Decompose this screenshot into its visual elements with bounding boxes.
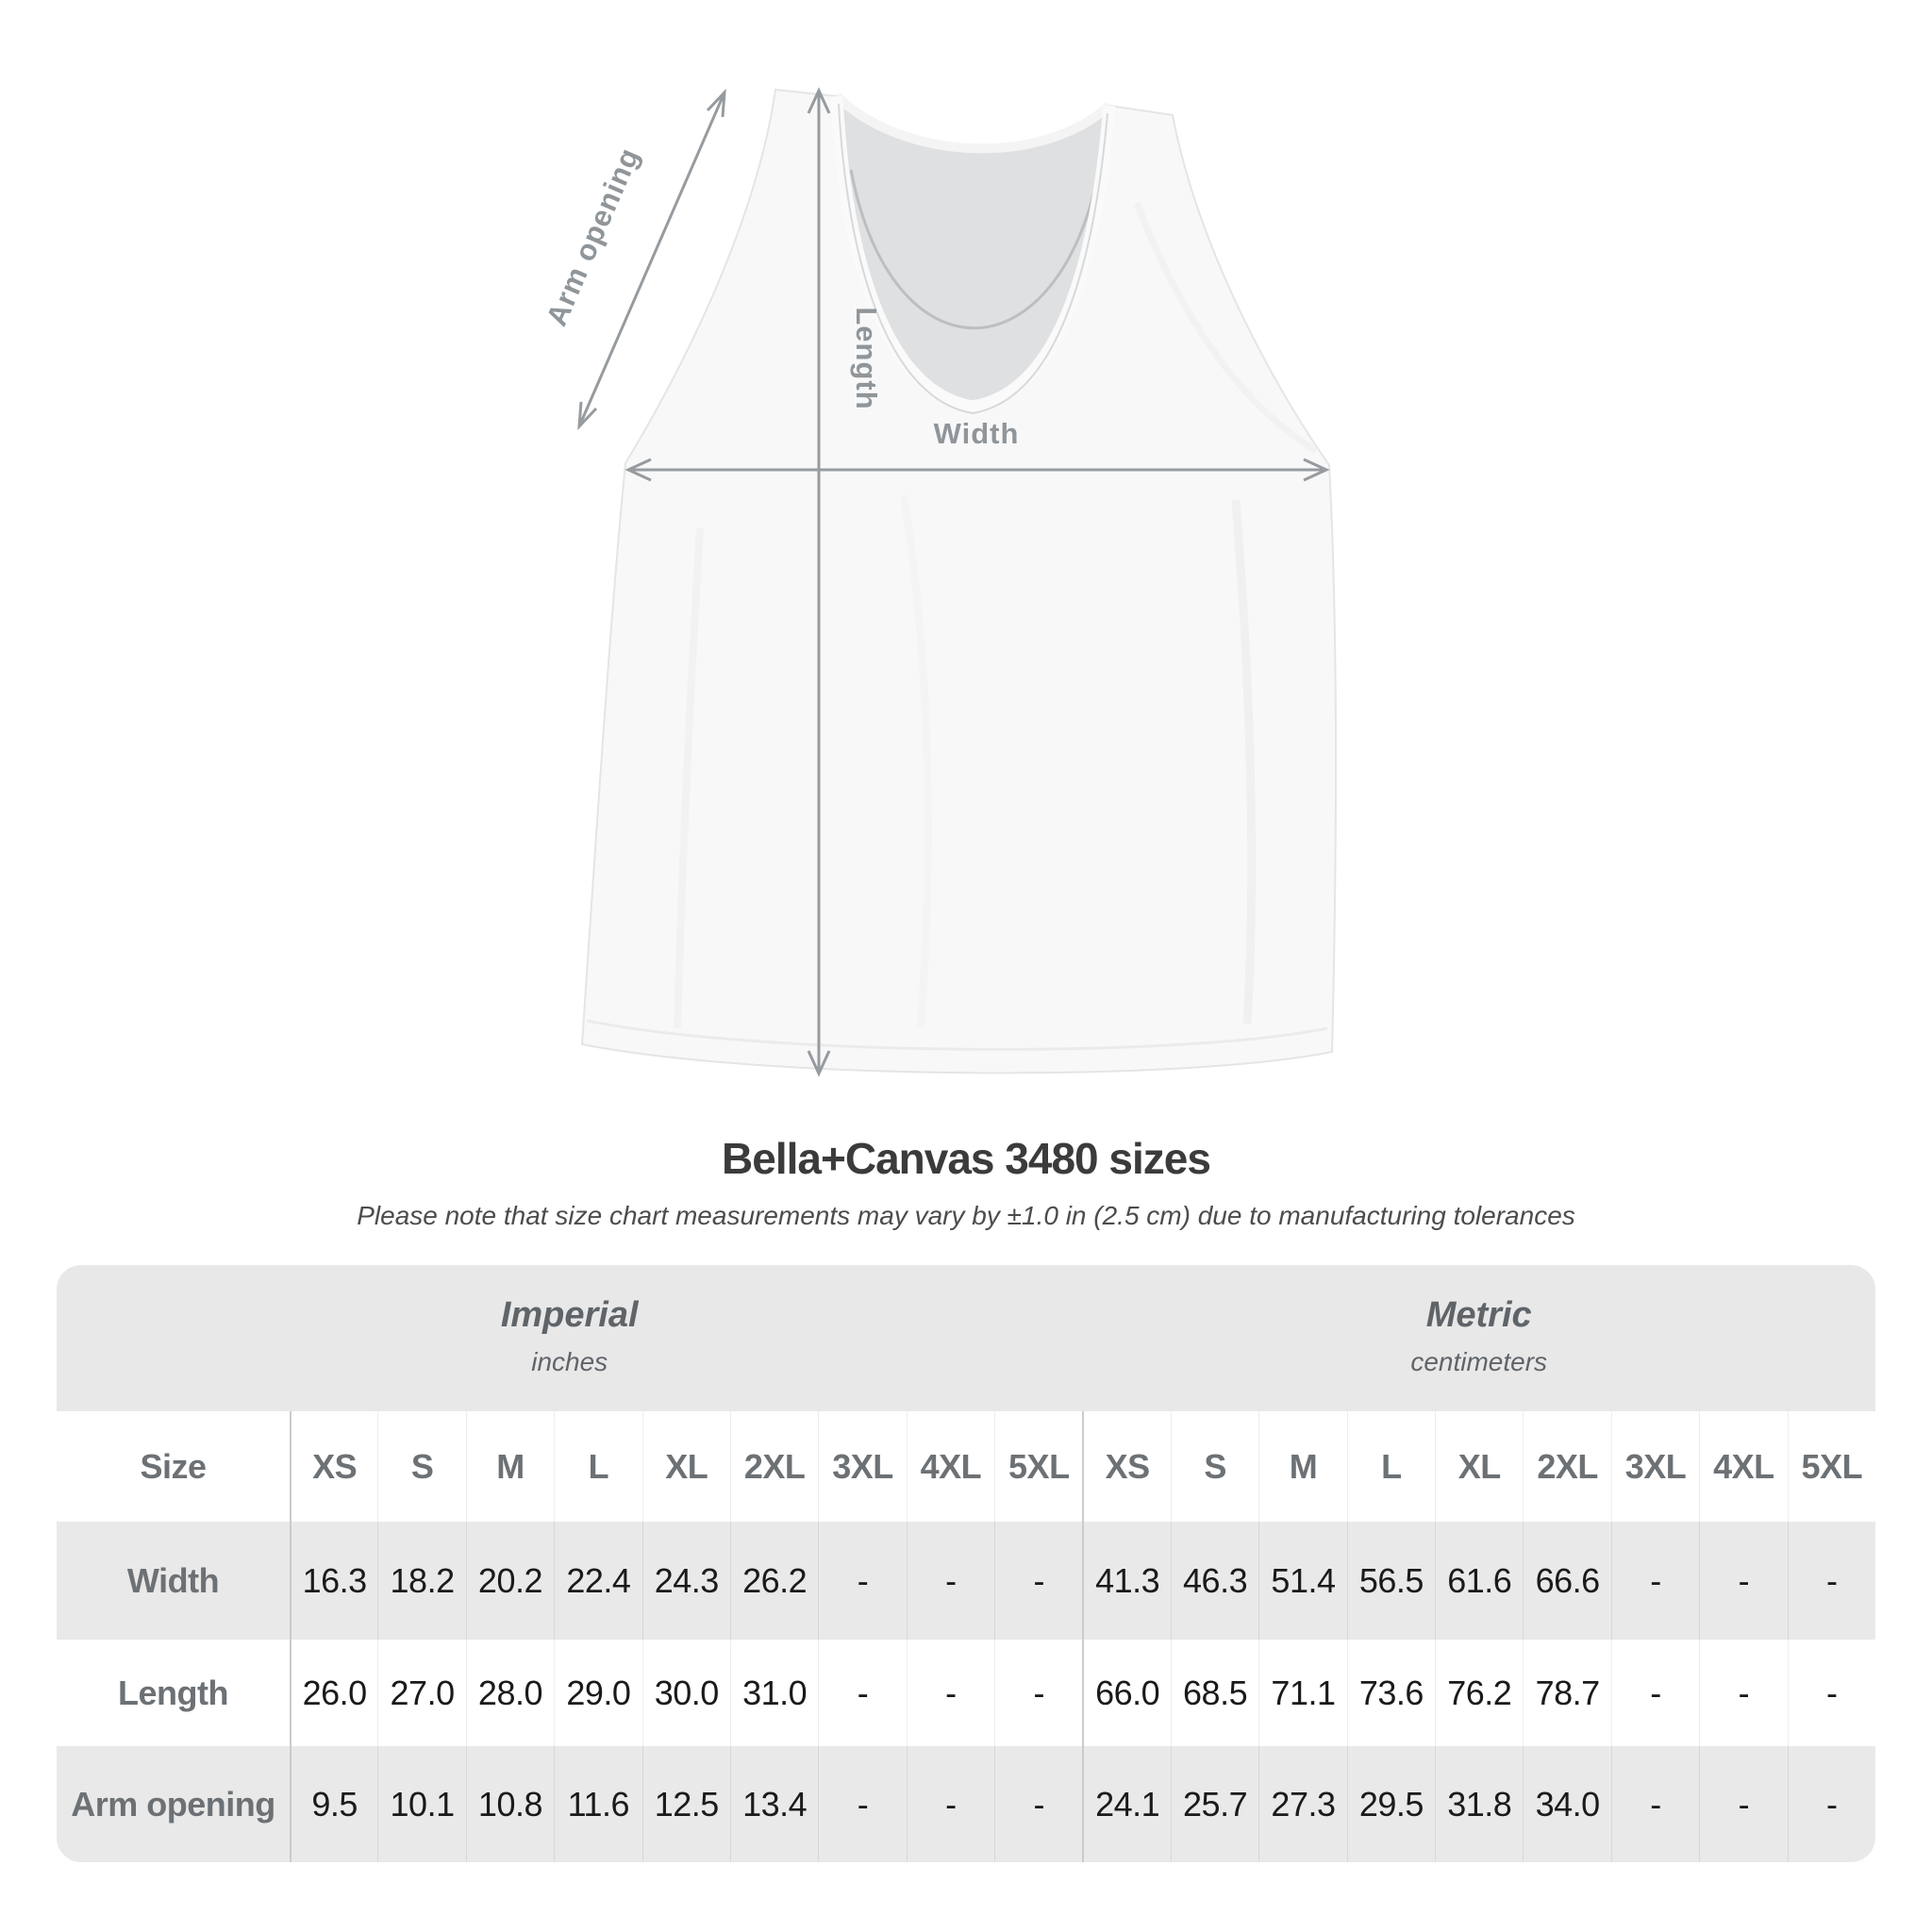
column-header-imperial-5xl: 5XL (994, 1411, 1082, 1522)
table-cell-imperial: - (994, 1640, 1082, 1746)
table-cell-metric: - (1788, 1522, 1875, 1640)
table-cell-metric: 71.1 (1258, 1640, 1346, 1746)
unit-group-name: Metric (1425, 1295, 1532, 1335)
table-cell-metric: 29.5 (1347, 1746, 1435, 1862)
table-cell-imperial: 10.8 (466, 1746, 554, 1862)
column-header-metric-3xl: 3XL (1611, 1411, 1699, 1522)
table-cell-imperial: 26.0 (290, 1640, 377, 1746)
table-cell-metric: 51.4 (1258, 1522, 1346, 1640)
column-header-metric-xl: XL (1435, 1411, 1523, 1522)
table-cell-imperial: 11.6 (554, 1746, 641, 1862)
row-label: Length (57, 1640, 290, 1746)
table-cell-imperial: 30.0 (642, 1640, 730, 1746)
table-cell-metric: - (1699, 1746, 1787, 1862)
size-table (57, 1265, 1875, 1862)
table-cell-imperial: 20.2 (466, 1522, 554, 1640)
table-cell-metric: 61.6 (1435, 1522, 1523, 1640)
column-header-imperial-s: S (377, 1411, 465, 1522)
table-cell-metric: - (1611, 1640, 1699, 1746)
tolerance-note: Please note that size chart measurements may vary by ±1.0 in (2.5 cm) due to manufacturing tolerances (357, 1201, 1575, 1230)
table-cell-imperial: - (818, 1640, 906, 1746)
table-cell-metric: 73.6 (1347, 1640, 1435, 1746)
table-cell-metric: 66.0 (1082, 1640, 1170, 1746)
table-cell-metric: 27.3 (1258, 1746, 1346, 1862)
table-cell-metric: - (1611, 1522, 1699, 1640)
unit-group-metric (1082, 1265, 1875, 1411)
column-header-metric-2xl: 2XL (1523, 1411, 1610, 1522)
table-cell-imperial: 26.2 (730, 1522, 818, 1640)
column-header-size: Size (57, 1411, 290, 1522)
column-header-imperial-4xl: 4XL (907, 1411, 994, 1522)
table-cell-imperial: - (907, 1746, 994, 1862)
column-header-imperial-3xl: 3XL (818, 1411, 906, 1522)
column-header-imperial-l: L (554, 1411, 641, 1522)
table-cell-imperial: 16.3 (290, 1522, 377, 1640)
table-cell-imperial: - (907, 1640, 994, 1746)
table-cell-imperial: 28.0 (466, 1640, 554, 1746)
units-band (57, 1265, 1875, 1411)
arm-opening-label: Arm opening (540, 142, 646, 331)
column-header-metric-5xl: 5XL (1788, 1411, 1875, 1522)
column-header-metric-xs: XS (1082, 1411, 1170, 1522)
table-cell-imperial: 13.4 (730, 1746, 818, 1862)
size-grid (57, 1411, 1875, 1862)
column-header-imperial-2xl: 2XL (730, 1411, 818, 1522)
column-header-metric-m: M (1258, 1411, 1346, 1522)
table-cell-metric: - (1788, 1746, 1875, 1862)
table-cell-metric: 46.3 (1171, 1522, 1258, 1640)
unit-group-imperial (57, 1265, 1082, 1411)
column-header-imperial-xl: XL (642, 1411, 730, 1522)
table-cell-metric: 56.5 (1347, 1522, 1435, 1640)
table-cell-metric: 78.7 (1523, 1640, 1610, 1746)
page-title: Bella+Canvas 3480 sizes (722, 1134, 1210, 1183)
table-cell-imperial: - (907, 1522, 994, 1640)
width-label: Width (933, 417, 1020, 450)
table-cell-metric: - (1699, 1640, 1787, 1746)
table-cell-imperial: 29.0 (554, 1640, 641, 1746)
table-cell-imperial: - (818, 1522, 906, 1640)
table-cell-imperial: 9.5 (290, 1746, 377, 1862)
table-cell-metric: 66.6 (1523, 1522, 1610, 1640)
table-cell-imperial: 24.3 (642, 1522, 730, 1640)
unit-group-unit: inches (531, 1347, 608, 1376)
column-header-imperial-xs: XS (290, 1411, 377, 1522)
column-header-metric-l: L (1347, 1411, 1435, 1522)
table-cell-metric: - (1699, 1522, 1787, 1640)
table-cell-imperial: 10.1 (377, 1746, 465, 1862)
table-cell-imperial: - (994, 1522, 1082, 1640)
length-label: Length (850, 307, 883, 410)
unit-group-unit: centimeters (1410, 1347, 1548, 1376)
table-cell-imperial: 31.0 (730, 1640, 818, 1746)
table-cell-imperial: - (994, 1746, 1082, 1862)
column-header-imperial-m: M (466, 1411, 554, 1522)
table-cell-metric: 31.8 (1435, 1746, 1523, 1862)
unit-group-name: Imperial (500, 1295, 639, 1335)
table-cell-metric: 68.5 (1171, 1640, 1258, 1746)
table-cell-metric: 76.2 (1435, 1640, 1523, 1746)
table-cell-metric: - (1788, 1640, 1875, 1746)
table-cell-metric: - (1611, 1746, 1699, 1862)
table-cell-metric: 25.7 (1171, 1746, 1258, 1862)
table-cell-imperial: 18.2 (377, 1522, 465, 1640)
column-header-metric-4xl: 4XL (1699, 1411, 1787, 1522)
row-label: Width (57, 1522, 290, 1640)
table-cell-imperial: - (818, 1746, 906, 1862)
table-cell-metric: 24.1 (1082, 1746, 1170, 1862)
table-cell-metric: 34.0 (1523, 1746, 1610, 1862)
table-cell-imperial: 27.0 (377, 1640, 465, 1746)
row-label: Arm opening (57, 1746, 290, 1862)
table-cell-imperial: 12.5 (642, 1746, 730, 1862)
table-cell-metric: 41.3 (1082, 1522, 1170, 1640)
table-cell-imperial: 22.4 (554, 1522, 641, 1640)
column-header-metric-s: S (1171, 1411, 1258, 1522)
